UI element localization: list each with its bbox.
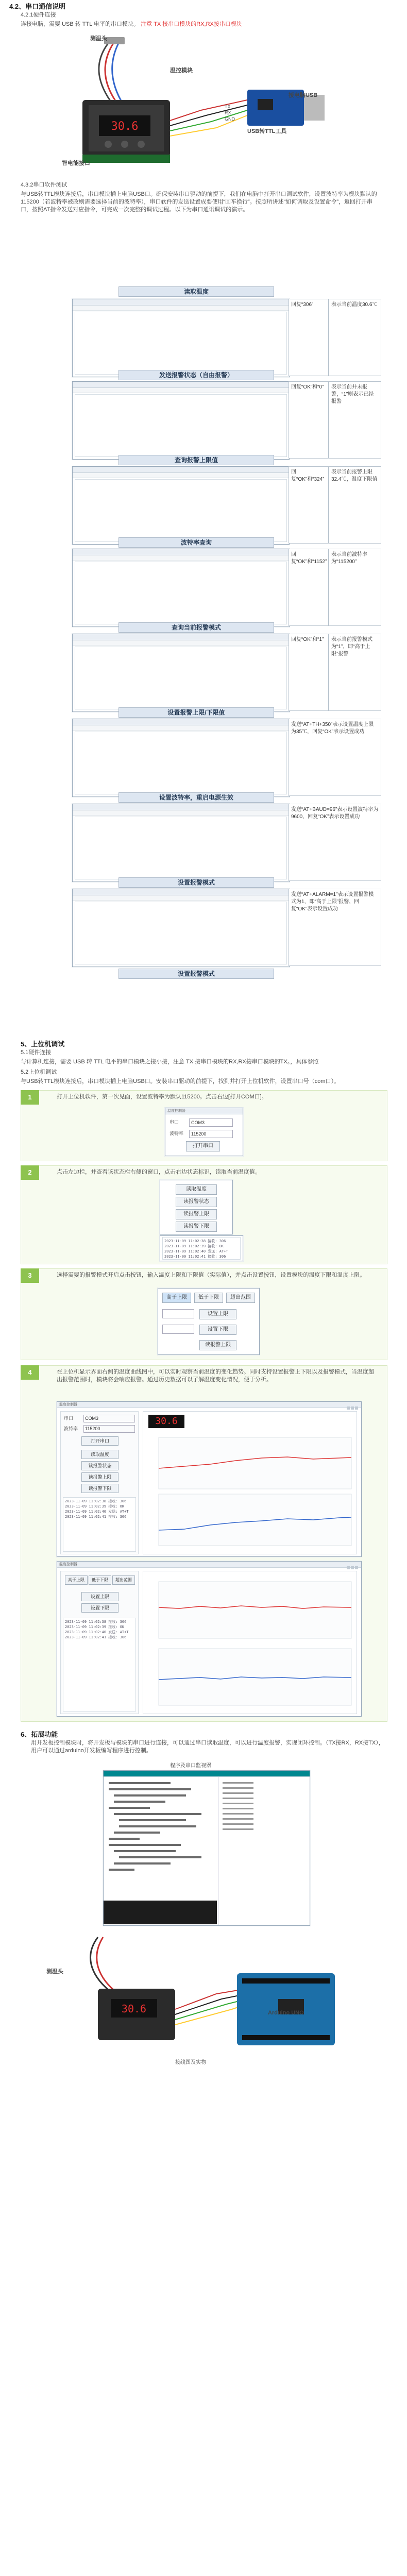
strip-label-last: 设置报警模式 (118, 969, 274, 979)
section-4-3-2-desc: 与USB转TTL模块连接后，串口模块插上电脑USB口。确保安装串口驱动的前提下，我们在电脑中打开串口调试软件，设置波特率为模块默认的115200（若波特率被改则需要选择当前的波特率），串口软件的发送设置成要使用“回车换行”。按照所讲述“如何调取及设置命令”，返回打开串口，按照AT指令发送对应指令，可完成一次完整的调试过程。以下为串口通讯调试的演示。 (21, 191, 377, 213)
svg-text:30.6: 30.6 (111, 120, 139, 133)
step-3-text: 选择需要的报警模式开启点击按钮，输入温度上限和下限值（实际值），并点击设置按钮，设置模块的温度下限和温度上限。 (57, 1272, 366, 1278)
read-upper-button-2[interactable]: 读报警上限 (199, 1340, 236, 1350)
read-temp-button[interactable]: 读取温度 (176, 1184, 217, 1195)
section-5-1-subtitle: 5.1硬件连接 (21, 1049, 52, 1056)
strip-label: 设置报警模式 (118, 877, 274, 888)
step-1-baud-select[interactable]: 115200 (189, 1130, 233, 1138)
arduino-ide-window (103, 1770, 310, 1926)
label-sensor: 测温头 (90, 36, 107, 42)
section-4-2-title: 4.2、串口通信说明 (9, 3, 66, 10)
step-2-log-pane (162, 1237, 241, 1260)
app-a-open-button[interactable]: 打开串口 (81, 1436, 118, 1446)
mode-high-button[interactable]: 高于上限 (162, 1293, 191, 1303)
open-port-button[interactable]: 打开串口 (186, 1141, 220, 1151)
ide-titlebar (104, 1771, 310, 1777)
lower-input[interactable] (162, 1325, 194, 1334)
app-a-alarm-button[interactable]: 读报警状态 (81, 1461, 118, 1470)
app-a-port-label: 串口 (64, 1416, 74, 1421)
app-a-chart-area (143, 1411, 357, 1554)
serial-window (72, 634, 290, 712)
ide-serial-monitor (218, 1777, 310, 1925)
app-window-b (57, 1561, 362, 1717)
step-4-badge: 4 (21, 1365, 39, 1380)
meaning-cell: 表示当前报警上限32.4℃，温度下限值 (329, 466, 381, 544)
serial-output-pane (75, 817, 287, 879)
app-a-log (63, 1497, 136, 1552)
serial-window (72, 804, 290, 882)
serial-window-titlebar (73, 382, 289, 388)
app-b-set-down-button[interactable]: 设置下限 (81, 1603, 118, 1613)
log-line: 2023-11-09 11:02:41 接收: 306 (65, 1515, 127, 1519)
app-b-temp-curve (143, 1577, 357, 1710)
step-2-badge: 2 (21, 1165, 39, 1180)
log-line: 2023-11-09 11:02:40 发送: AT+T (164, 1249, 228, 1253)
step-1-baud-label: 波特率 (169, 1131, 184, 1136)
app-b-log (63, 1618, 136, 1711)
serial-window-titlebar (73, 467, 289, 473)
section-4-3-2-subtitle: 4.3.2串口软件测试 (21, 182, 67, 188)
reply-cell: 回复“OK”和“324” (289, 466, 329, 544)
section-6-desc: 用开发板控制模块时，将开发板与模块的串口进行连接，可以通过串口读取温度，可以进行温度报警，实现闭环控制。（TX接RX，RX接TX），用户可以通过arduino开发板编写程序进行控制。 (31, 1740, 384, 1754)
read-alarm-button[interactable]: 读报警状态 (176, 1197, 217, 1207)
serial-window (72, 549, 290, 627)
app-window-b-title: 温度控制器 (57, 1562, 361, 1568)
app-a-down-button[interactable]: 读报警下限 (81, 1484, 118, 1493)
reply-cell: 发送“AT+ALARM=1”表示设置报警模式为1，即“高于上限”报警，回复“OK”表示设置成功 (289, 889, 381, 966)
log-line: 2023-11-09 11:02:39 接收: OK (65, 1625, 125, 1629)
serial-output-pane (75, 394, 287, 457)
step-1-titlebar: 温度控制器 (165, 1108, 243, 1114)
strip-label-top: 读取温度 (118, 286, 274, 297)
serial-window-titlebar (73, 889, 289, 895)
strip-label: 波特率查询 (118, 537, 274, 548)
log-line: 2023-11-09 11:02:38 接收: 306 (65, 1499, 127, 1503)
app-b-range-button[interactable]: 超出范围 (112, 1575, 135, 1585)
serial-window-toolbar (73, 640, 289, 646)
hardware-connection-photo (31, 33, 340, 172)
set-upper-button[interactable]: 设置上限 (199, 1309, 236, 1319)
section-5-2-desc: 与USB转TTL模块连接后，串口模块插上电脑USB口。安装串口驱动的前提下，找到并打开上位机软件，设置串口号（com口）。 (21, 1078, 340, 1084)
app-a-left-panel (60, 1411, 139, 1554)
step-4-text: 在上位机显示界面右侧的温度曲线图中，可以实时观察当前温度的变化趋势。同时支持设置报警上下限以及报警模式，当温度超出报警范围时，模块将会响应报警。通过历史数据可以了解温度变化情况，便于分析。 (57, 1369, 374, 1383)
mode-range-button[interactable]: 超出范围 (226, 1293, 255, 1303)
reply-cell: 回复“OK”和“1152” (289, 549, 329, 626)
label-gnd: GND (225, 116, 235, 122)
upper-input[interactable] (162, 1309, 194, 1318)
serial-window-toolbar (73, 388, 289, 393)
serial-window (72, 889, 290, 967)
serial-output-pane (75, 312, 287, 375)
step-1-badge: 1 (21, 1090, 39, 1105)
serial-window-titlebar (73, 804, 289, 810)
meaning-cell: 表示当前并未报警，“1”则表示已经报警 (329, 381, 381, 459)
log-line: 2023-11-09 11:02:38 接收: 306 (65, 1620, 127, 1624)
step-1-window (165, 1108, 243, 1156)
app-b-chart-area (143, 1571, 357, 1714)
serial-window-titlebar (73, 634, 289, 640)
serial-window (72, 719, 290, 797)
serial-window-titlebar (73, 549, 289, 555)
step-1-port-label: 串口 (169, 1120, 179, 1125)
serial-window (72, 466, 290, 545)
label-tx: TX (225, 104, 231, 109)
app-b-high-button[interactable]: 高于上限 (65, 1575, 88, 1585)
app-a-baud-select[interactable]: 115200 (83, 1425, 135, 1433)
serial-output-pane (75, 647, 287, 709)
ide-code-pane (104, 1777, 217, 1925)
serial-window (72, 299, 290, 377)
desc-red: 注意 TX 接串口模块的RX,RX接串口模块 (141, 21, 242, 27)
app-window-a-title: 温度控制器 (57, 1402, 361, 1408)
step-1-port-select[interactable]: COM3 (189, 1118, 233, 1127)
app-b-low-button[interactable]: 低于下限 (89, 1575, 111, 1585)
app-a-temp-display: 30.6 (148, 1415, 184, 1428)
meaning-cell: 表示当前温度30.6℃ (329, 299, 381, 376)
step-3-badge: 3 (21, 1268, 39, 1283)
figure-bottom-caption: 接线图及实物 (175, 2060, 206, 2065)
serial-output-pane (75, 732, 287, 794)
serial-window-toolbar (73, 473, 289, 478)
serial-window-toolbar (73, 555, 289, 561)
step-2-log (160, 1235, 243, 1261)
label-sensor-2: 测温头 (46, 1969, 63, 1975)
log-line: 2023-11-09 11:02:40 发送: AT+T (65, 1630, 129, 1634)
figure-top-caption: 程序及串口监视器 (170, 1763, 211, 1769)
app-b-left-panel (60, 1571, 139, 1714)
app-b-set-up-button[interactable]: 设置上限 (81, 1592, 118, 1601)
strip-label: 发送报警状态（自由报警） (118, 370, 274, 380)
serial-window-toolbar (73, 895, 289, 901)
serial-output-pane (75, 479, 287, 542)
label-usb-ttl: USB转TTL工具 (247, 128, 287, 134)
reply-cell: 回复“OK”和“1” (289, 634, 329, 711)
meaning-cell: 表示当前波特率为“115200” (329, 549, 381, 626)
label-module: 温控模块 (170, 67, 193, 74)
meaning-cell: 表示当前报警模式为“1”，即“高于上限”报警 (329, 634, 381, 711)
app-a-read-button[interactable]: 读取温度 (81, 1450, 118, 1459)
reply-cell: 发送“AT+BAUD=96”表示设置波特率为9600，回复“OK”表示设置成功 (289, 804, 381, 881)
window-controls[interactable] (346, 1403, 359, 1406)
log-line: 2023-11-09 11:02:39 接收: OK (65, 1504, 125, 1509)
label-power: 智电能接口 (62, 160, 90, 166)
step-2-button-panel (160, 1180, 233, 1234)
strip-label: 设置波特率，重启电源生效 (118, 792, 274, 803)
wiring-photo (62, 1932, 350, 2056)
log-line: 2023-11-09 11:02:40 发送: AT+T (65, 1510, 129, 1514)
section-5-2-subtitle: 5.2上位机调试 (21, 1069, 57, 1075)
label-usb-tag: 接电脑USB (289, 92, 318, 98)
app-a-temp-curve (143, 1432, 357, 1551)
serial-window (72, 381, 290, 460)
read-upper-button[interactable]: 读报警上限 (176, 1209, 217, 1219)
serial-output-pane (75, 562, 287, 624)
step-1-text: 打开上位机软件，第一次见面，设置波特率为默认115200。点击右边[打开COM口]。 (57, 1094, 267, 1100)
strip-label: 设置报警上限/下限值 (118, 707, 274, 718)
section-5-1-desc: 与计算机连接，需要 USB 转 TTL 电平的串口模块之接小接，注意 TX 接串口模块的RX,RX接串口模块的TX。，具体参照 (21, 1059, 319, 1065)
label-rx: RX (225, 110, 231, 115)
serial-window-titlebar (73, 299, 289, 306)
app-window-a (57, 1401, 362, 1557)
mode-low-button[interactable]: 低于下限 (194, 1293, 223, 1303)
step-3-panel (158, 1288, 260, 1355)
read-lower-button[interactable]: 读报警下限 (176, 1222, 217, 1232)
strip-label: 查询报警上限值 (118, 455, 274, 465)
set-lower-button[interactable]: 设置下限 (199, 1325, 236, 1335)
desc-normal: 连接电脑，需要 USB 转 TTL 电平的串口模块。 (21, 21, 139, 27)
log-line: 2023-11-09 11:02:41 接收: 306 (164, 1255, 226, 1259)
app-a-baud-label: 波特率 (64, 1426, 78, 1431)
serial-window-toolbar (73, 810, 289, 816)
label-arduino: Arduino UNO (268, 2010, 304, 2016)
section-6-title: 6、拓展功能 (21, 1731, 58, 1738)
window-controls[interactable] (346, 1563, 359, 1566)
app-a-up-button[interactable]: 读报警上限 (81, 1472, 118, 1482)
reply-cell: 回复“306” (289, 299, 329, 376)
section-5-title: 5、上位机调试 (21, 1040, 65, 1048)
serial-window-titlebar (73, 719, 289, 725)
serial-window-toolbar (73, 306, 289, 311)
section-4-2-1-subtitle: 4.2.1硬件连接 (21, 12, 56, 18)
strip-label: 查询当前报警模式 (118, 622, 274, 633)
app-a-port-select[interactable]: COM3 (83, 1415, 135, 1422)
log-line: 2023-11-09 11:02:38 接收: 306 (164, 1239, 226, 1243)
log-line: 2023-11-09 11:02:41 接收: 306 (65, 1635, 127, 1639)
step-2-text: 点击左边栏，并查看该状态栏右侧的窗口，点击右边状态标识，读取当前温度值。 (57, 1169, 261, 1175)
reply-cell: 发送“AT+TH+350”表示设置温度上限为35℃，回复“OK”表示设置成功 (289, 719, 381, 796)
section-4-2-1-desc (21, 21, 242, 28)
serial-output-pane (75, 902, 287, 964)
reply-cell: 回复“OK”和“0” (289, 381, 329, 459)
svg-text:30.6: 30.6 (121, 2003, 147, 2015)
serial-window-toolbar (73, 725, 289, 731)
log-line: 2023-11-09 11:02:39 接收: OK (164, 1244, 224, 1248)
